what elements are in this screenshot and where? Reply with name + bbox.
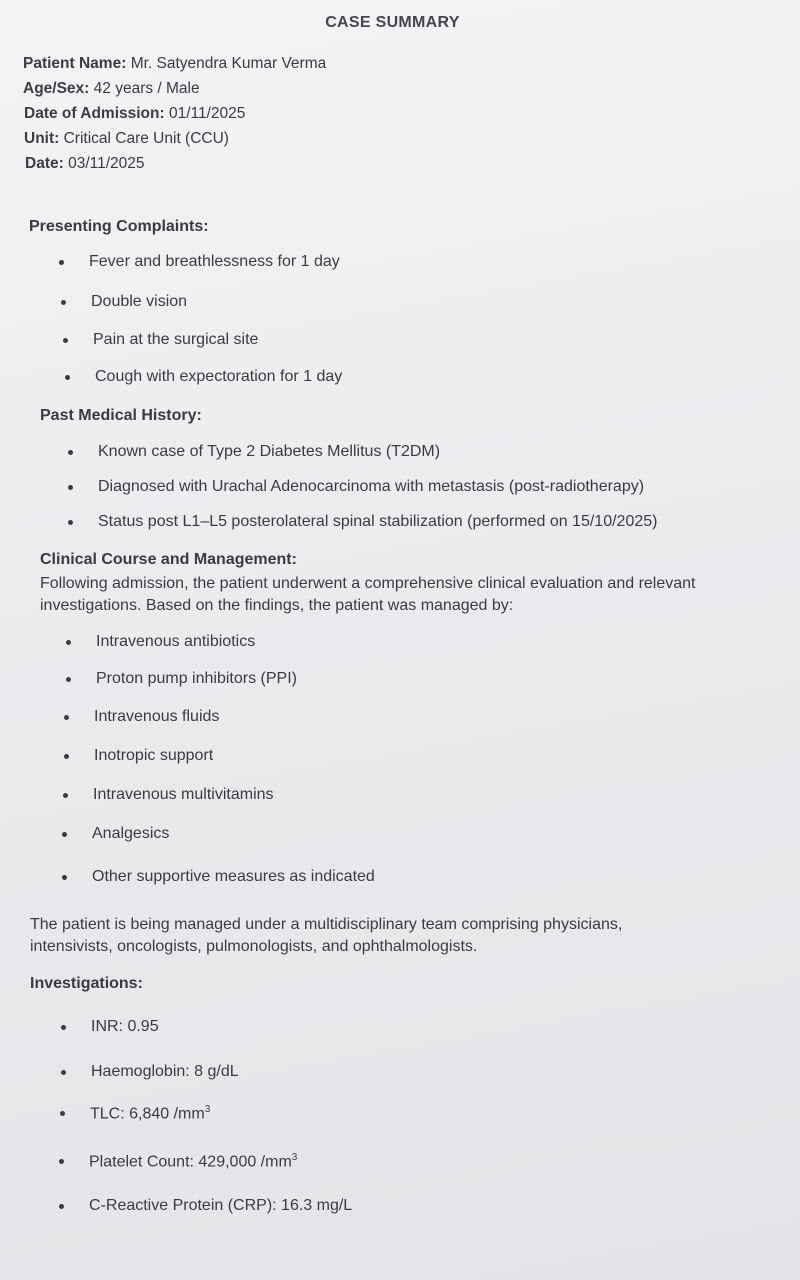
investigations-heading: Investigations: [30, 975, 143, 992]
list-item-text: Intravenous multivitamins [93, 786, 274, 803]
list-item [89, 253, 340, 271]
unit-row [24, 130, 229, 148]
bullet-dot [62, 875, 67, 880]
bullet-dot [64, 754, 69, 759]
bullet-dot [59, 1159, 64, 1164]
bullet-dot [60, 1111, 65, 1116]
bullet-dot [65, 375, 70, 380]
bullet-dot [64, 715, 69, 720]
document-title: CASE SUMMARY [325, 14, 460, 31]
list-item [98, 513, 657, 531]
bullet-dot [66, 640, 71, 645]
platelet-unit-superscript: 3 [291, 1152, 298, 1163]
list-item-text: Analgesics [92, 825, 170, 842]
inr-value: INR: 0.95 [91, 1018, 159, 1035]
list-item [96, 633, 255, 651]
list-item-text: Pain at the surgical site [93, 331, 259, 348]
bullet-dot [61, 300, 66, 305]
unit-value: Critical Care Unit (CCU) [63, 130, 229, 147]
crp-value: C-Reactive Protein (CRP): 16.3 mg/L [89, 1197, 353, 1214]
bullet-dot [62, 832, 67, 837]
bullet-dot [63, 793, 68, 798]
list-item [89, 1152, 297, 1171]
bullet-dot [61, 1070, 66, 1075]
course-heading: Clinical Course and Management: [40, 551, 297, 568]
list-item-text: Intravenous fluids [94, 708, 220, 725]
age-sex-label: Age/Sex: [23, 80, 90, 97]
bullet-dot [63, 338, 68, 343]
list-item [91, 1018, 159, 1036]
list-item [95, 368, 342, 386]
date-row [25, 155, 145, 173]
list-item [91, 293, 187, 311]
unit-label: Unit: [24, 130, 60, 147]
list-item [91, 1063, 239, 1081]
list-item-text: Proton pump inhibitors (PPI) [96, 670, 297, 687]
date-value: 03/11/2025 [68, 155, 145, 172]
list-item [93, 786, 274, 804]
bullet-dot [68, 450, 73, 455]
bullet-dot [59, 260, 64, 265]
admission-date-label: Date of Admission: [24, 105, 165, 122]
list-item [94, 708, 219, 726]
history-heading: Past Medical History: [40, 407, 202, 424]
list-item-text: Fever and breathlessness for 1 day [89, 253, 340, 270]
bullet-dot [61, 1025, 66, 1030]
tlc-unit-superscript: 3 [204, 1104, 211, 1115]
list-item-text: Other supportive measures as indicated [92, 868, 375, 885]
list-item-text: Status post L1–L5 posterolateral spinal stabilization (performed on 15/10/2025) [98, 513, 658, 530]
age-sex-row [23, 80, 200, 98]
list-item [94, 747, 213, 765]
list-item [93, 331, 258, 349]
bullet-dot [59, 1204, 64, 1209]
course-intro [40, 573, 696, 617]
bullet-dot [68, 485, 73, 490]
list-item-text: Known case of Type 2 Diabetes Mellitus (T2DM) [98, 443, 441, 460]
age-sex-value: 42 years / Male [93, 80, 200, 97]
list-item [90, 1104, 210, 1123]
patient-name-row [23, 55, 326, 73]
list-item-text: Diagnosed with Urachal Adenocarcinoma with metastasis (post-radiotherapy) [98, 478, 645, 495]
list-item-text: Intravenous antibiotics [96, 633, 256, 650]
course-intro-line: investigations. Based on the findings, the patient was managed by: [40, 597, 514, 614]
tlc-value: TLC: 6,840 /mm [90, 1105, 205, 1123]
list-item [89, 1197, 352, 1215]
haemoglobin-value: Haemoglobin: 8 g/dL [91, 1063, 239, 1080]
bullet-dot [68, 520, 73, 525]
course-intro-line: Following admission, the patient underwent a comprehensive clinical evaluation and relevant [40, 575, 696, 592]
list-item-text: Double vision [91, 293, 188, 310]
patient-name-label: Patient Name: [23, 55, 127, 72]
bullet-dot [66, 677, 71, 682]
list-item [92, 825, 169, 843]
admission-date-row [24, 105, 245, 123]
list-item-text: Inotropic support [94, 747, 214, 764]
complaints-heading: Presenting Complaints: [29, 218, 209, 235]
list-item [98, 478, 644, 496]
date-label: Date: [25, 155, 64, 172]
team-line: intensivists, oncologists, pulmonologists, and ophthalmologists. [30, 938, 478, 955]
list-item [92, 868, 375, 886]
list-item [96, 670, 297, 688]
team-paragraph [30, 914, 622, 958]
team-line: The patient is being managed under a multidisciplinary team comprising physicians, [30, 916, 623, 933]
admission-date-value: 01/11/2025 [168, 105, 246, 122]
patient-name-value: Mr. Satyendra Kumar Verma [130, 55, 327, 72]
list-item-text: Cough with expectoration for 1 day [95, 368, 343, 385]
platelet-value: Platelet Count: 429,000 /mm [89, 1153, 292, 1171]
list-item [98, 443, 440, 461]
